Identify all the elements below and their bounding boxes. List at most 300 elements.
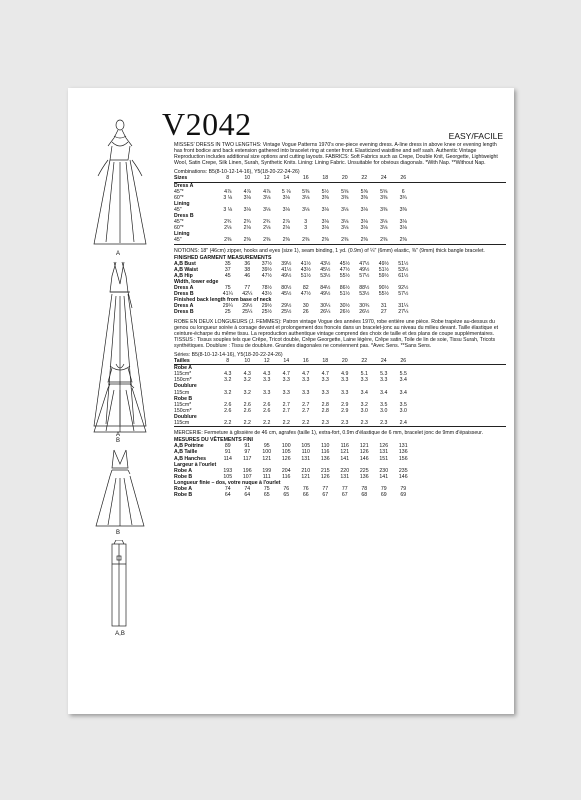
table-cell: 26½ bbox=[359, 309, 370, 316]
table-cell: 5½ bbox=[321, 188, 329, 195]
table-cell: 14 bbox=[283, 175, 290, 182]
table-cell: 69 bbox=[380, 492, 387, 499]
pattern-info bbox=[174, 142, 506, 498]
table-cell: 41½ bbox=[300, 260, 311, 267]
table-cell: 45½ bbox=[281, 291, 292, 298]
table-cell: 12 bbox=[263, 175, 270, 182]
table-cell: 100 bbox=[281, 443, 291, 450]
table-cell: 136 bbox=[398, 449, 408, 456]
table-cell: 116 bbox=[340, 443, 349, 450]
row-label: A,B Bust bbox=[174, 260, 196, 267]
table-cell: 76 bbox=[283, 485, 290, 492]
table-cell: 126 bbox=[320, 473, 330, 480]
table-cell: 105 bbox=[301, 443, 311, 450]
table-cell: 27¼ bbox=[398, 309, 409, 316]
table-cell: 97 bbox=[244, 449, 251, 456]
row-label: A,B Waist bbox=[174, 266, 199, 273]
table-cell: 2.4 bbox=[399, 420, 407, 427]
table-cell: 76 bbox=[302, 485, 309, 492]
table-cell: 24 bbox=[380, 358, 387, 365]
table-cell: 199 bbox=[262, 467, 272, 474]
table-cell: 2.7 bbox=[302, 401, 310, 408]
row-label: 60"* bbox=[174, 194, 184, 201]
table-row bbox=[174, 309, 506, 315]
table-row bbox=[174, 358, 506, 365]
row-label: A,B Hanches bbox=[174, 455, 206, 462]
table-cell: 3⅛ bbox=[321, 206, 329, 213]
figure-label-b1: B bbox=[115, 438, 120, 444]
table-cell: 25 bbox=[224, 309, 231, 316]
table-cell: 2⅜ bbox=[302, 237, 310, 244]
table-cell: 5⅝ bbox=[380, 188, 388, 195]
table-cell: 30 bbox=[302, 303, 309, 310]
table-cell: 2.8 bbox=[321, 401, 329, 408]
table-cell: 111 bbox=[262, 473, 271, 480]
table-cell: 30¾ bbox=[359, 303, 370, 310]
figure-label-ab: A,B bbox=[115, 631, 125, 637]
table-cell: 2.6 bbox=[243, 407, 251, 414]
row-label: Robe A bbox=[174, 467, 192, 474]
table-cell: 3.3 bbox=[360, 377, 368, 384]
dress-a-front-illustration bbox=[88, 116, 152, 248]
table-cell: 53½ bbox=[359, 291, 370, 298]
table-cell: 193 bbox=[223, 467, 233, 474]
table-cell: 29½ bbox=[242, 303, 253, 310]
table-cell: 2.2 bbox=[263, 420, 271, 427]
table-cell: 3⅛ bbox=[263, 206, 271, 213]
table-cell: 3.0 bbox=[399, 407, 407, 414]
table-cell: 37½ bbox=[261, 260, 272, 267]
table-cell: 116 bbox=[321, 449, 330, 456]
table-cell: 3.3 bbox=[380, 377, 388, 384]
table-cell: 117 bbox=[243, 455, 252, 462]
table-cell: 38 bbox=[244, 266, 251, 273]
table-cell: 2.7 bbox=[302, 407, 310, 414]
table-cell: 55½ bbox=[339, 272, 350, 279]
row-label: Robe A bbox=[174, 485, 192, 492]
table-cell: 3.2 bbox=[243, 377, 251, 384]
table-cell: 2.2 bbox=[224, 420, 232, 427]
table-cell: 43½ bbox=[300, 266, 311, 273]
table-cell: 43½ bbox=[320, 260, 331, 267]
table-cell: 131 bbox=[379, 449, 389, 456]
table-cell: 2¾ bbox=[224, 219, 232, 226]
table-cell: 5.5 bbox=[399, 371, 407, 378]
table-cell: 47½ bbox=[339, 266, 350, 273]
table-cell: 14 bbox=[283, 358, 290, 365]
table-cell: 82 bbox=[302, 285, 309, 292]
table-cell: 65 bbox=[283, 492, 290, 499]
table-cell: 110 bbox=[301, 449, 310, 456]
row-label: Doublure bbox=[174, 383, 197, 390]
table-cell: 2.6 bbox=[224, 401, 232, 408]
table-cell: 61½ bbox=[398, 272, 409, 279]
table-cell: 10 bbox=[244, 358, 251, 365]
table-cell: 29¼ bbox=[222, 303, 233, 310]
table-cell: 3 ⅛ bbox=[223, 206, 233, 213]
row-label: Robe A bbox=[174, 365, 192, 372]
table-cell: 2.3 bbox=[341, 420, 349, 427]
illustrations-column bbox=[68, 88, 168, 714]
combinations-en: Combinations: B5(8-10-12-14-16), Y5(18-20-22-24-26) bbox=[174, 169, 300, 176]
table-cell: 6 bbox=[401, 188, 405, 195]
table-cell: 4.7 bbox=[321, 371, 329, 378]
figure-label-b2: B bbox=[115, 530, 120, 536]
table-cell: 18 bbox=[322, 175, 329, 182]
table-cell: 51½ bbox=[300, 272, 311, 279]
table-cell: 49½ bbox=[281, 272, 292, 279]
row-label: Robe B bbox=[174, 395, 193, 402]
table-cell: 121 bbox=[359, 443, 369, 450]
table-cell: 3.3 bbox=[282, 389, 290, 396]
table-cell: 22 bbox=[361, 175, 368, 182]
table-cell: 2⅜ bbox=[282, 237, 290, 244]
table-cell: 47½ bbox=[300, 291, 311, 298]
combinations-fr: Séries: B5(8-10-12-14-16), Y5(18-20-22-24-26) bbox=[174, 352, 283, 358]
table-cell: 53½ bbox=[398, 266, 409, 273]
row-label: A,B Poitrine bbox=[174, 443, 204, 450]
table-cell: 31 bbox=[380, 303, 387, 310]
row-label: Finished back length from base of neck bbox=[174, 297, 272, 304]
table-cell: 5.3 bbox=[380, 371, 388, 378]
table-cell: 4⅞ bbox=[263, 188, 271, 195]
technical-flat-illustration bbox=[104, 540, 134, 628]
table-cell: 55½ bbox=[378, 291, 389, 298]
table-cell: 66 bbox=[302, 492, 309, 499]
table-cell: 3.3 bbox=[263, 377, 271, 384]
table-cell: 4.7 bbox=[302, 371, 310, 378]
table-cell: 22 bbox=[361, 358, 368, 365]
table-cell: 3.3 bbox=[282, 377, 290, 384]
table-cell: 204 bbox=[281, 467, 291, 474]
row-label: Lining bbox=[174, 231, 190, 238]
table-cell: 100 bbox=[262, 449, 272, 456]
row-label: Robe B bbox=[174, 473, 193, 480]
table-cell: 16 bbox=[302, 358, 309, 365]
yardage-table-en bbox=[174, 175, 506, 244]
table-cell: 90½ bbox=[378, 285, 389, 292]
table-cell: 3.4 bbox=[360, 389, 368, 396]
table-cell: 3⅛ bbox=[263, 194, 271, 201]
table-cell: 114 bbox=[223, 455, 232, 462]
table-cell: 2.9 bbox=[341, 407, 349, 414]
table-cell: 41¼ bbox=[222, 291, 233, 298]
table-cell: 67 bbox=[341, 492, 348, 499]
table-cell: 46 bbox=[244, 272, 251, 279]
table-cell: 84½ bbox=[320, 285, 331, 292]
table-cell: 3⅛ bbox=[341, 219, 349, 226]
table-cell: 3⅛ bbox=[243, 206, 251, 213]
table-cell: 196 bbox=[242, 467, 252, 474]
table-cell: 75 bbox=[224, 285, 231, 292]
table-cell: 95 bbox=[263, 443, 270, 450]
table-cell: 26½ bbox=[339, 309, 350, 316]
table-cell: 49½ bbox=[320, 291, 331, 298]
table-cell: 49½ bbox=[359, 266, 370, 273]
table-cell: 18 bbox=[322, 358, 329, 365]
table-cell: 156 bbox=[398, 455, 408, 462]
table-cell: 136 bbox=[359, 473, 369, 480]
table-cell: 4⅞ bbox=[243, 188, 251, 195]
table-cell: 36 bbox=[244, 260, 251, 267]
row-label: Dress B bbox=[174, 291, 194, 298]
table-cell: 3⅛ bbox=[243, 194, 251, 201]
difficulty-label: EASY/FACILE bbox=[448, 131, 503, 141]
table-cell: 3⅜ bbox=[380, 206, 388, 213]
row-label: 150cm* bbox=[174, 377, 192, 384]
table-cell: 3.2 bbox=[224, 377, 232, 384]
table-cell: 8 bbox=[226, 175, 230, 182]
table-cell: 3⅛ bbox=[321, 219, 329, 226]
table-cell: 126 bbox=[379, 443, 389, 450]
table-cell: 3⅛ bbox=[380, 225, 388, 232]
table-cell: 5.1 bbox=[360, 371, 368, 378]
table-cell: 136 bbox=[320, 455, 330, 462]
table-cell: 4.9 bbox=[341, 371, 349, 378]
table-cell: 105 bbox=[281, 449, 291, 456]
dress-b-front-illustration bbox=[88, 360, 152, 438]
table-cell: 3⅜ bbox=[380, 194, 388, 201]
row-label: A,B Hip bbox=[174, 272, 193, 279]
table-cell: 86½ bbox=[339, 285, 350, 292]
table-cell: 2.3 bbox=[380, 420, 388, 427]
table-cell: 47½ bbox=[261, 272, 272, 279]
finished-table-fr bbox=[174, 443, 506, 498]
table-cell: 146 bbox=[359, 455, 369, 462]
table-cell: 2.7 bbox=[282, 401, 290, 408]
table-cell: 126 bbox=[359, 449, 369, 456]
table-cell: 2.8 bbox=[321, 407, 329, 414]
table-cell: 3.5 bbox=[380, 401, 388, 408]
pattern-envelope-back bbox=[68, 88, 514, 714]
table-cell: 45½ bbox=[339, 260, 350, 267]
row-label: Doublure bbox=[174, 413, 197, 420]
table-cell: 16 bbox=[302, 175, 309, 182]
dress-b-back-illustration bbox=[92, 448, 148, 530]
table-cell: 68 bbox=[361, 492, 368, 499]
table-cell: 3.2 bbox=[360, 401, 368, 408]
description-fr: ROBE EN DEUX LONGUEURS (J. FEMMES): Patron vintage Vogue des années 1970, robe entière une pièce. Robe trapèze au-dessus du genou ou longueur soirée à corsage devant et prolongement dos froncés dans un bracelet-jonc au niveau du milieu devant. Taille élastique et ceinture-écharpe du même tissu. La reproduction authentique vintage comprend des choix de taille et des plans de coupe supplémentaires. TISSUS : Tissus souples tels que Crêpe, Tricot double, Crêpe Georgette, Laine légère, Crêpe satin, Toile de lin de soie, Tissu Surah, Tricots synthétiques. Doublure : Tissu de doublure. Grandes diagonales ne conviennent pas. *Avec Sens. **Sans Sens. bbox=[174, 318, 499, 349]
table-cell: 30¼ bbox=[320, 303, 331, 310]
table-cell: 2¾ bbox=[263, 219, 271, 226]
table-cell: 141 bbox=[379, 473, 389, 480]
table-cell: 75 bbox=[263, 485, 270, 492]
table-cell: 3.4 bbox=[380, 389, 388, 396]
table-cell: 2⅛ bbox=[243, 225, 251, 232]
table-cell: 2.2 bbox=[282, 420, 290, 427]
table-cell: 107 bbox=[242, 473, 252, 480]
row-label: 115cm bbox=[174, 389, 190, 396]
table-cell: 57½ bbox=[359, 272, 370, 279]
row-label: 150cm* bbox=[174, 407, 192, 414]
table-cell: 4⅞ bbox=[224, 188, 232, 195]
table-cell: 235 bbox=[398, 467, 408, 474]
table-cell: 74 bbox=[224, 485, 231, 492]
table-cell: 26 bbox=[400, 175, 407, 182]
table-cell: 27 bbox=[380, 309, 387, 316]
table-cell: 79 bbox=[380, 485, 387, 492]
table-cell: 31¼ bbox=[398, 303, 409, 310]
table-cell: 10 bbox=[244, 175, 251, 182]
table-cell: 3 ⅛ bbox=[223, 194, 233, 201]
table-cell: 215 bbox=[320, 467, 330, 474]
table-cell: 2.6 bbox=[224, 407, 232, 414]
table-cell: 67 bbox=[322, 492, 329, 499]
table-cell: 77 bbox=[244, 285, 251, 292]
figure-label-a1: A bbox=[115, 251, 120, 257]
table-row bbox=[174, 492, 506, 498]
table-cell: 3.3 bbox=[341, 389, 349, 396]
table-cell: 26 bbox=[302, 309, 309, 316]
finished-table-en bbox=[174, 261, 506, 316]
row-label: Dress B bbox=[174, 213, 194, 220]
row-label: Largeur à l'ourlet bbox=[174, 461, 217, 468]
row-label: 115cm* bbox=[174, 371, 192, 378]
table-cell: 3⅜ bbox=[321, 194, 329, 201]
table-cell: 12 bbox=[263, 358, 270, 365]
finished-header-en: FINISHED GARMENT MEASUREMENTS bbox=[174, 254, 272, 261]
table-cell: 30½ bbox=[339, 303, 350, 310]
table-cell: 91 bbox=[224, 449, 231, 456]
table-cell: 2⅞ bbox=[282, 219, 290, 226]
table-cell: 25½ bbox=[281, 309, 292, 316]
table-cell: 3⅛ bbox=[302, 194, 310, 201]
table-cell: 2⅜ bbox=[341, 237, 349, 244]
table-cell: 51½ bbox=[378, 266, 389, 273]
table-cell: 3.0 bbox=[360, 407, 368, 414]
table-cell: 3⅛ bbox=[399, 219, 407, 226]
row-label: Longueur finie – dos, votre nuque à l'ourlet bbox=[174, 479, 281, 486]
notions-en: NOTIONS: 18" (46cm) zipper, hooks and eyes (size 1), seam binding, 1 yd. (0.9m) of ¼" (6mm) elastic, ⅜" (9mm) thick bangle bracelet. bbox=[174, 247, 485, 254]
table-cell: 45 bbox=[224, 272, 231, 279]
table-cell: 3.4 bbox=[399, 377, 407, 384]
table-cell: 59½ bbox=[378, 272, 389, 279]
table-cell: 2.2 bbox=[243, 420, 251, 427]
row-label: 45"* bbox=[174, 188, 184, 195]
table-cell: 77 bbox=[341, 485, 348, 492]
table-cell: 64 bbox=[224, 492, 231, 499]
table-cell: 2.3 bbox=[360, 420, 368, 427]
table-cell: 29½ bbox=[281, 303, 292, 310]
table-cell: 3.3 bbox=[302, 377, 310, 384]
table-cell: 2⅜ bbox=[321, 237, 329, 244]
table-cell: 2⅜ bbox=[399, 237, 407, 244]
table-cell: 91 bbox=[244, 443, 251, 450]
table-cell: 64 bbox=[244, 492, 251, 499]
table-cell: 3⅛ bbox=[282, 194, 290, 201]
table-cell: 3.5 bbox=[399, 401, 407, 408]
table-cell: 39½ bbox=[281, 260, 292, 267]
row-label: Robe B bbox=[174, 492, 193, 499]
table-row bbox=[174, 237, 506, 244]
table-cell: 80½ bbox=[281, 285, 292, 292]
row-label: 60"* bbox=[174, 225, 184, 232]
table-cell: 74 bbox=[244, 485, 251, 492]
table-cell: 210 bbox=[301, 467, 311, 474]
table-cell: 92½ bbox=[398, 285, 409, 292]
row-label: 45" bbox=[174, 237, 182, 244]
table-cell: 3⅛ bbox=[360, 219, 368, 226]
table-cell: 2.2 bbox=[302, 420, 310, 427]
table-cell: 4.3 bbox=[224, 371, 232, 378]
table-cell: 53½ bbox=[320, 272, 331, 279]
table-cell: 2⅛ bbox=[263, 225, 271, 232]
row-label: 115cm bbox=[174, 420, 190, 427]
table-cell: 4.3 bbox=[263, 371, 271, 378]
table-cell: 2⅜ bbox=[224, 237, 232, 244]
table-cell: 8 bbox=[226, 358, 230, 365]
table-cell: 42¼ bbox=[242, 291, 253, 298]
table-cell: 5⅝ bbox=[341, 188, 349, 195]
table-cell: 2⅜ bbox=[360, 237, 368, 244]
table-cell: 3¾ bbox=[399, 194, 407, 201]
table-cell: 2¾ bbox=[243, 219, 251, 226]
table-row bbox=[174, 420, 506, 427]
table-cell: 146 bbox=[398, 473, 408, 480]
table-cell: 3⅛ bbox=[399, 225, 407, 232]
row-label: 45" bbox=[174, 206, 182, 213]
table-cell: 89 bbox=[224, 443, 231, 450]
table-cell: 3⅛ bbox=[380, 219, 388, 226]
table-cell: 20 bbox=[341, 175, 348, 182]
table-cell: 37 bbox=[224, 266, 231, 273]
table-cell: 5⅝ bbox=[360, 188, 368, 195]
row-label: 115cm* bbox=[174, 401, 192, 408]
table-cell: 3⅜ bbox=[399, 206, 407, 213]
table-cell: 49½ bbox=[378, 260, 389, 267]
table-cell: 3⅛ bbox=[341, 225, 349, 232]
table-cell: 3.3 bbox=[302, 389, 310, 396]
row-label: Lining bbox=[174, 200, 190, 207]
table-cell: 141 bbox=[340, 455, 350, 462]
table-cell: 3.2 bbox=[243, 389, 251, 396]
table-cell: 3⅛ bbox=[321, 225, 329, 232]
table-cell: 3 bbox=[304, 219, 308, 226]
table-cell: 69 bbox=[400, 492, 407, 499]
table-cell: 131 bbox=[340, 473, 350, 480]
row-label: Sizes bbox=[174, 175, 188, 182]
table-cell: 25½ bbox=[261, 309, 272, 316]
table-cell: 29½ bbox=[261, 303, 272, 310]
row-label: Dress A bbox=[174, 303, 194, 310]
table-cell: 5⅜ bbox=[302, 188, 310, 195]
table-cell: 2⅛ bbox=[224, 225, 232, 232]
table-cell: 51½ bbox=[339, 291, 350, 298]
table-cell: 126 bbox=[281, 455, 291, 462]
table-cell: 2⅛ bbox=[282, 225, 290, 232]
table-cell: 110 bbox=[321, 443, 330, 450]
table-cell: 3.4 bbox=[399, 389, 407, 396]
table-cell: 230 bbox=[379, 467, 389, 474]
row-label: Dress A bbox=[174, 182, 194, 189]
notions-fr: MERCERIE: Fermeture à glissière de 46 cm, agrafes (taille 1), extra-fort, 0.9m d'élastique de 6 mm, bracelet jonc de 9mm d'épaisseur. bbox=[174, 430, 484, 437]
row-label: A,B Taille bbox=[174, 449, 198, 456]
table-cell: 2.9 bbox=[341, 401, 349, 408]
table-cell: 105 bbox=[223, 473, 233, 480]
row-label: Dress B bbox=[174, 309, 194, 316]
table-cell: 3⅛ bbox=[282, 206, 290, 213]
table-cell: 3⅜ bbox=[360, 194, 368, 201]
table-cell: 79 bbox=[400, 485, 407, 492]
table-cell: 78 bbox=[361, 485, 368, 492]
table-cell: 3.0 bbox=[380, 407, 388, 414]
table-cell: 25¼ bbox=[242, 309, 253, 316]
table-cell: 47½ bbox=[359, 260, 370, 267]
table-cell: 4.3 bbox=[243, 371, 251, 378]
table-cell: 151 bbox=[379, 455, 389, 462]
table-cell: 3⅛ bbox=[360, 225, 368, 232]
table-cell: 2.6 bbox=[263, 407, 271, 414]
